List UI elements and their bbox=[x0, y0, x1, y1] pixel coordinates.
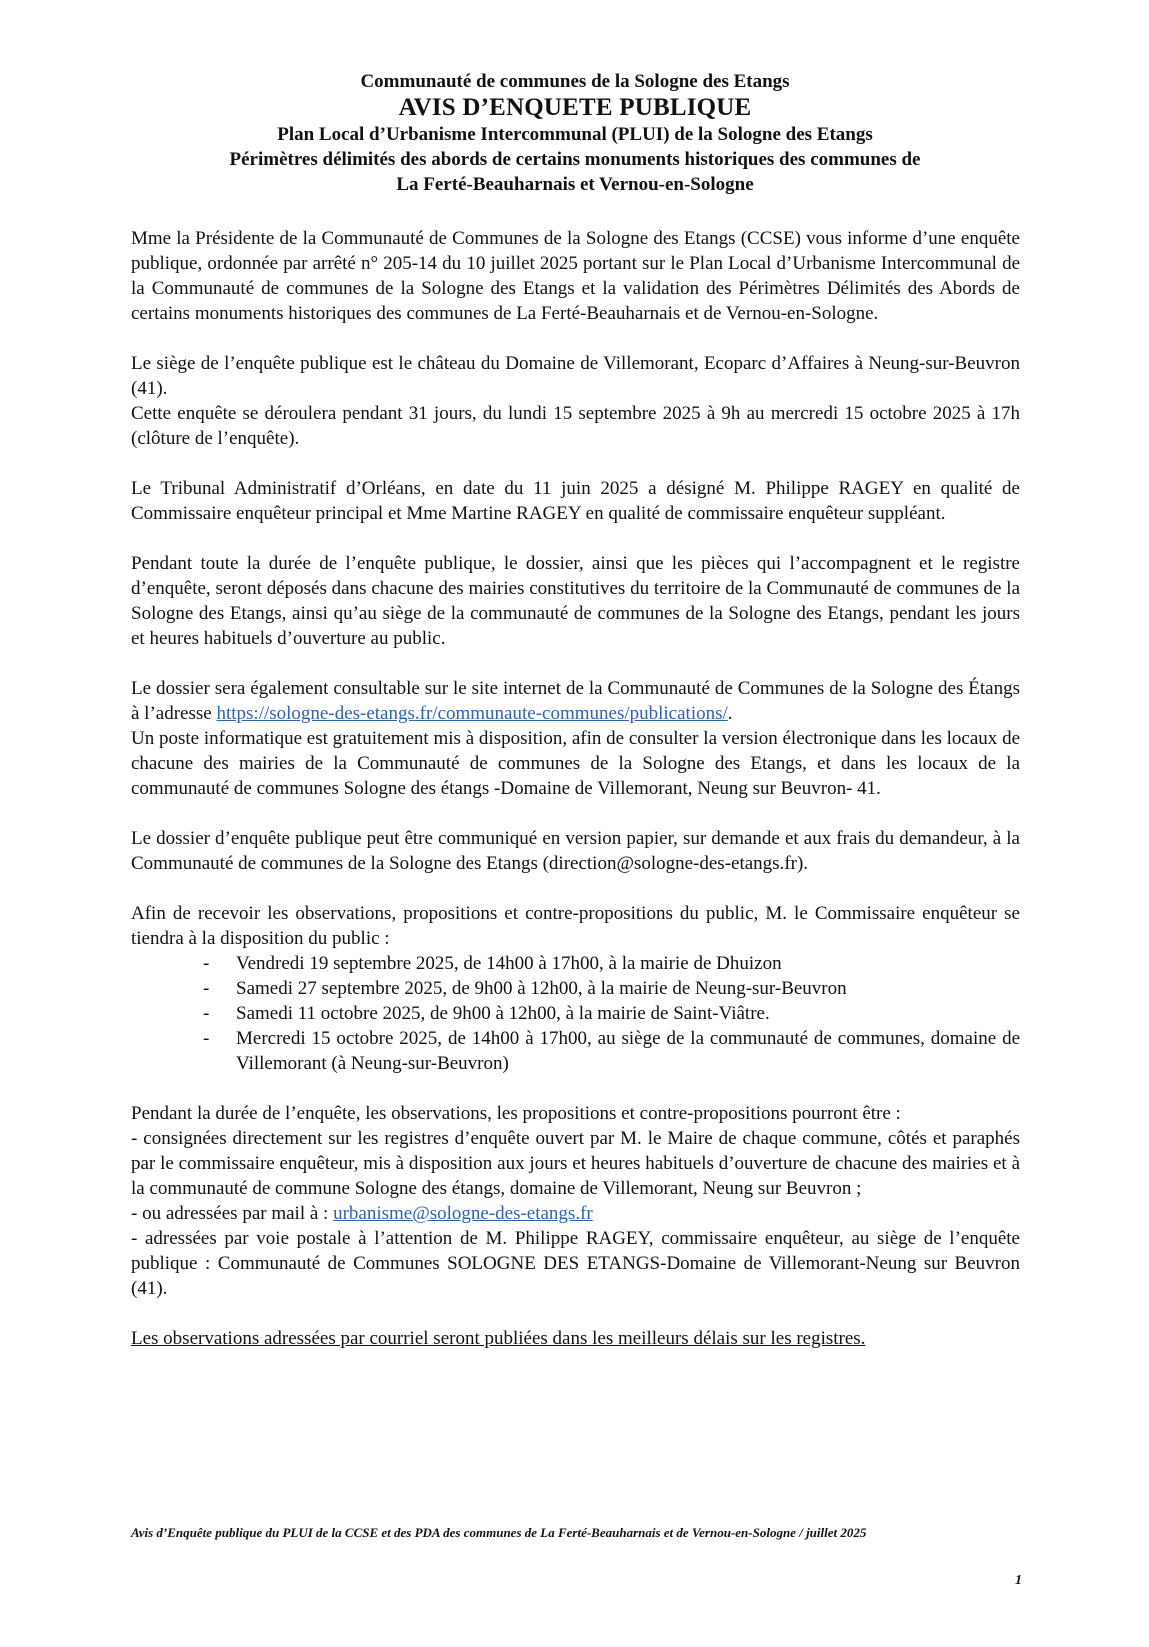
page-footer: Avis d’Enquête publique du PLUI de la CCSE et des PDA des communes de La Ferté-Beauharnais et de Vernou-en-Sologne / juillet 2025 bbox=[131, 1525, 867, 1540]
online-consultation-text: Le dossier sera également consultable sur le site internet de la Communauté de Communes de la Sologne des Étangs à l’adresse bbox=[131, 678, 1020, 724]
paragraph-computer-station: Un poste informatique est gratuitement mis à disposition, afin de consulter la version électronique dans les locaux de chacune des mairies de la Communauté de communes de la Sologne des Etangs, et dans les locaux de la communauté de communes Sologne des étangs -Domaine de Villemorant, Neung sur Beuvron- 41. bbox=[131, 728, 1020, 799]
paragraph-enquiry-duration: Cette enquête se déroulera pendant 31 jours, du lundi 15 septembre 2025 à 9h au mercredi 15 octobre 2025 à 17h (clôture de l’enquête). bbox=[131, 403, 1020, 449]
permanence-text: Samedi 27 septembre 2025, de 9h00 à 12h00, à la mairie de Neung-sur-Beuvron bbox=[236, 978, 847, 999]
email-link[interactable]: urbanisme@sologne-des-etangs.fr bbox=[333, 1203, 593, 1224]
bullet-dash: - bbox=[203, 1028, 210, 1049]
observations-email bbox=[131, 1201, 1020, 1226]
paragraph-permanences-intro: Afin de recevoir les observations, propositions et contre-propositions du public, M. le Commissaire enquêteur se tiendra à la disposition du public : bbox=[131, 903, 1020, 949]
subtitle-perimeters: Périmètres délimités des abords de certains monuments historiques des communes de bbox=[229, 149, 921, 170]
permanence-item bbox=[131, 976, 1020, 1001]
paragraph-introduction: Mme la Présidente de la Communauté de Communes de la Sologne des Etangs (CCSE) vous informe d’une enquête publique, ordonnée par arrêté n° 205-14 du 10 juillet 2025 portant sur le Plan Local d’Urbanisme Intercommunal de la Communauté de communes de la Sologne des Etangs et la validation des Périmètres Délimités des Abords de certains monuments historiques des communes de La Ferté-Beauharnais et de Vernou-en-Sologne. bbox=[131, 228, 1020, 324]
bullet-dash: - bbox=[203, 1003, 210, 1024]
paragraph-enquiry-seat: Le siège de l’enquête publique est le château du Domaine de Villemorant, Ecoparc d’Affaires à Neung-sur-Beuvron (41). bbox=[131, 353, 1020, 399]
permanence-text: Vendredi 19 septembre 2025, de 14h00 à 17h00, à la mairie de Dhuizon bbox=[236, 953, 782, 974]
paragraph-dossier-deposit: Pendant toute la durée de l’enquête publique, le dossier, ainsi que les pièces qui l’accompagnent et le registre d’enquête, seront déposés dans chacune des mairies constitutives du territoire de la Communauté de communes de la Sologne des Etangs, ainsi qu’au siège de la communauté de communes de la Sologne des Etangs, pendant les jours et heures habituels d’ouverture au public. bbox=[131, 553, 1020, 649]
document-body bbox=[131, 226, 1020, 1376]
paragraph-observations-intro: Pendant la durée de l’enquête, les observations, les propositions et contre-propositions pourront être : bbox=[131, 1103, 901, 1124]
subtitle-communes: La Ferté-Beauharnais et Vernou-en-Sologne bbox=[396, 174, 754, 195]
observations-postal: - adressées par voie postale à l’attention de M. Philippe RAGEY, commissaire enquêteur, au siège de l’enquête publique : Communauté de Communes SOLOGNE DES ETANGS-Domaine de Villemorant-Neung sur Beuvron (41). bbox=[131, 1228, 1020, 1299]
subtitle-plui: Plan Local d’Urbanisme Intercommunal (PLUI) de la Sologne des Etangs bbox=[277, 124, 873, 145]
permanence-item bbox=[131, 1001, 1020, 1026]
observations-email-label: - ou adressées par mail à : bbox=[131, 1203, 334, 1224]
observations-registers: - consignées directement sur les registres d’enquête ouvert par M. le Maire de chaque commune, côtés et paraphés par le commissaire enquêteur, mis à disposition aux jours et heures habituels d’ouverture de chacune des mairies et à la communauté de commune Sologne des étangs, domaine de Villemorant, Neung sur Beuvron ; bbox=[131, 1128, 1020, 1199]
bullet-dash: - bbox=[203, 978, 210, 999]
document-title: AVIS D’ENQUETE PUBLIQUE bbox=[398, 94, 752, 121]
online-consultation-end: . bbox=[727, 703, 733, 724]
paragraph-publication-notice: Les observations adressées par courriel seront publiées dans les meilleurs délais sur les registres. bbox=[131, 1328, 866, 1349]
page-number: 1 bbox=[1015, 1573, 1022, 1588]
permanences-list bbox=[131, 951, 1020, 1076]
permanence-text: Mercredi 15 octobre 2025, de 14h00 à 17h00, au siège de la communauté de communes, domaine de Villemorant (à Neung-sur-Beuvron) bbox=[236, 1028, 1020, 1074]
permanence-text: Samedi 11 octobre 2025, de 9h00 à 12h00, à la mairie de Saint-Viâtre. bbox=[236, 1003, 770, 1024]
organization-name: Communauté de communes de la Sologne des Etangs bbox=[360, 71, 790, 92]
paragraph-online-consultation bbox=[131, 676, 1020, 726]
bullet-dash: - bbox=[203, 953, 210, 974]
permanence-item bbox=[131, 951, 1020, 976]
publications-link[interactable]: https://sologne-des-etangs.fr/communaute-communes/publications/ bbox=[216, 703, 728, 724]
document-header bbox=[130, 70, 1020, 197]
permanence-item bbox=[131, 1026, 1020, 1076]
paragraph-paper-version: Le dossier d’enquête publique peut être communiqué en version papier, sur demande et aux frais du demandeur, à la Communauté de communes de la Sologne des Etangs (direction@sologne-des-etangs.fr). bbox=[131, 828, 1020, 874]
paragraph-commissioner: Le Tribunal Administratif d’Orléans, en date du 11 juin 2025 a désigné M. Philippe RAGEY en qualité de Commissaire enquêteur principal et Mme Martine RAGEY en qualité de commissaire enquêteur suppléant. bbox=[131, 478, 1020, 524]
